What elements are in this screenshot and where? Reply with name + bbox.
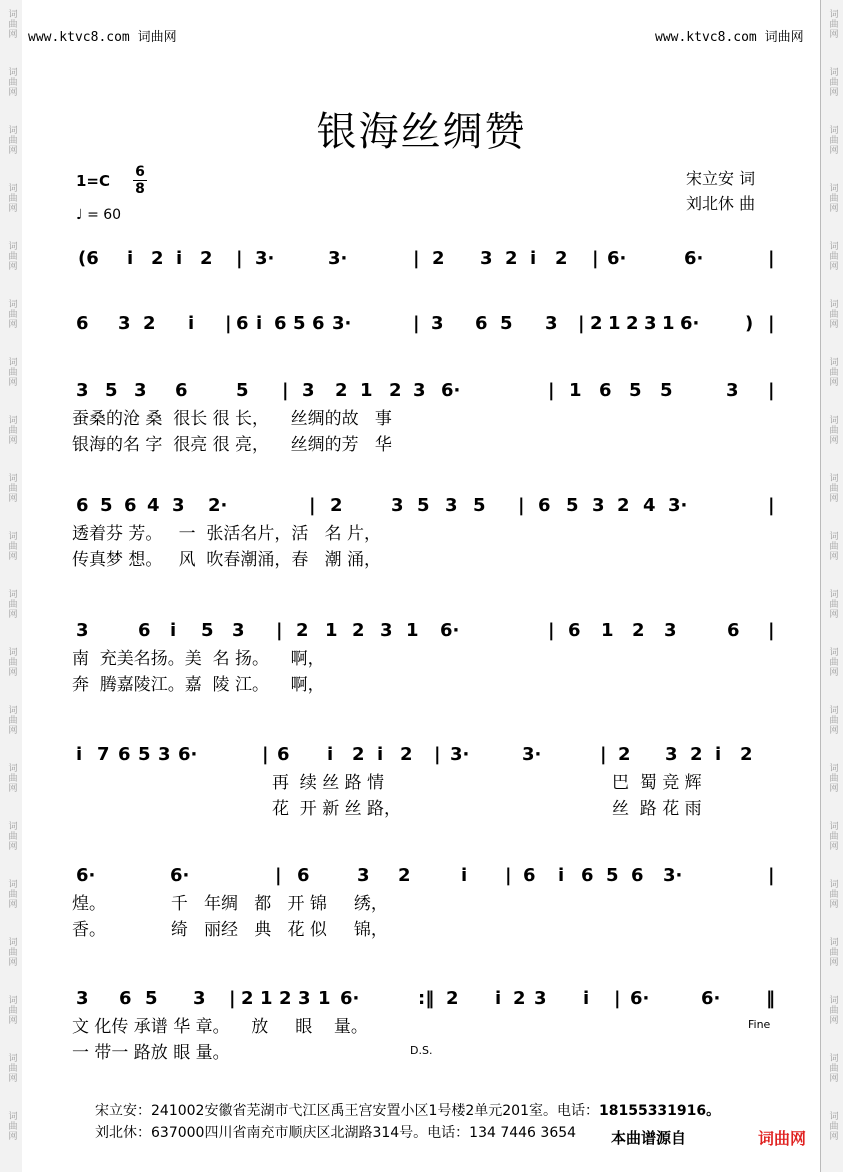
note: i — [461, 865, 468, 886]
time-sig-bottom: 8 — [135, 181, 145, 197]
note: 6· — [701, 988, 721, 1009]
side-watermark: 词 曲 网 — [829, 126, 839, 156]
side-watermark: 词 曲 网 — [8, 590, 18, 620]
score-row — [0, 857, 843, 975]
note: 5 — [606, 865, 619, 886]
note: 7 — [97, 744, 110, 765]
lyric-line: 透着芬 芳。 一 张活名片，活 名 片， — [72, 524, 382, 544]
fine-mark: Fine — [748, 1018, 771, 1031]
barline: ‖ — [766, 988, 775, 1009]
note: 6 — [118, 744, 131, 765]
brand-logo: 词曲网 — [758, 1129, 807, 1148]
note: 2 — [555, 248, 568, 269]
lyric-line: 巴 蜀 竞 辉 — [612, 773, 702, 793]
note: i — [583, 988, 590, 1009]
note: 5 — [629, 380, 642, 401]
note: 3· — [332, 313, 352, 334]
note: 3 — [357, 865, 370, 886]
side-watermark: 词 曲 网 — [8, 880, 18, 910]
note: 6· — [440, 620, 460, 641]
note: 6 — [236, 313, 249, 334]
side-watermark: 词 曲 网 — [829, 590, 839, 620]
lyric-line: 文 化传 承谱 华 章。 放 眼 量。 — [72, 1017, 368, 1037]
note: 1 — [601, 620, 614, 641]
note: 3· — [255, 248, 275, 269]
note: 5 — [201, 620, 214, 641]
notes-line — [0, 240, 843, 280]
lyric-line: 花 开 新 丝 路， — [272, 799, 402, 819]
barline: | — [518, 495, 525, 516]
note: 2 — [335, 380, 348, 401]
note: 5 — [473, 495, 486, 516]
notes-line — [0, 305, 843, 345]
note: 5 — [236, 380, 249, 401]
note: 6· — [170, 865, 190, 886]
footer-phone-1: 18155331916。 — [598, 1103, 721, 1119]
note: 2 — [143, 313, 156, 334]
barline: | — [225, 313, 232, 334]
quarter-note-icon: ♩ — [76, 207, 83, 223]
barline: | — [578, 313, 585, 334]
time-signature — [133, 165, 147, 196]
barline: | — [592, 248, 599, 269]
side-watermark: 词 曲 网 — [8, 184, 18, 214]
note: 6 — [475, 313, 488, 334]
note: 5 — [417, 495, 430, 516]
lyric-line: 银海的名 字 很亮 很 亮， 丝绸的芳 华 — [72, 435, 392, 455]
note: 2 — [200, 248, 213, 269]
side-watermark: 词 曲 网 — [8, 938, 18, 968]
note: 3 — [118, 313, 131, 334]
note: 2 — [352, 744, 365, 765]
note: 2 — [590, 313, 603, 334]
note: 6 — [581, 865, 594, 886]
side-watermark: 词 曲 网 — [8, 358, 18, 388]
lyric-line: 香。 绮 丽经 典 花 似 锦， — [72, 920, 388, 940]
side-watermark: 词 曲 网 — [829, 416, 839, 446]
note: 2 — [400, 744, 413, 765]
note: 6· — [680, 313, 700, 334]
barline: | — [505, 865, 512, 886]
note: 3 — [172, 495, 185, 516]
note: 6 — [631, 865, 644, 886]
note: 6 — [138, 620, 151, 641]
side-watermark: 词 曲 网 — [829, 1054, 839, 1084]
lyricist-credit: 宋立安 词 — [686, 169, 756, 188]
time-sig-top: 6 — [135, 164, 145, 180]
barline: | — [768, 620, 775, 641]
note: 5 — [105, 380, 118, 401]
song-title: 银海丝绸赞 — [316, 109, 527, 155]
note: 6· — [178, 744, 198, 765]
side-watermark: 词 曲 网 — [8, 474, 18, 504]
note: 6 — [274, 313, 287, 334]
barline: | — [768, 313, 775, 334]
note: 6 — [312, 313, 325, 334]
note: 2 — [690, 744, 703, 765]
note: i — [188, 313, 195, 334]
note: 2 — [618, 744, 631, 765]
note: 3· — [668, 495, 688, 516]
side-watermark: 词 曲 网 — [8, 532, 18, 562]
note: 3 — [302, 380, 315, 401]
barline: :‖ — [418, 988, 435, 1009]
note: 2 — [296, 620, 309, 641]
note: 6 — [76, 313, 89, 334]
barline: | — [262, 744, 269, 765]
note: 2 — [432, 248, 445, 269]
ds-mark: D.S. — [410, 1044, 433, 1057]
note: 6 — [124, 495, 137, 516]
note: 2 — [330, 495, 343, 516]
note: 3 — [480, 248, 493, 269]
note: 1 — [260, 988, 273, 1009]
note: 3 — [298, 988, 311, 1009]
note: 3 — [445, 495, 458, 516]
note: 1 — [318, 988, 331, 1009]
side-watermark: 词 曲 网 — [829, 822, 839, 852]
footer-address-1: 宋立安：241002安徽省芜湖市弋江区禹王宫安置小区1号楼2单元201室。电话： — [95, 1103, 599, 1119]
note: 6 — [599, 380, 612, 401]
side-watermark: 词 曲 网 — [8, 996, 18, 1026]
note: 5 — [100, 495, 113, 516]
side-watermark: 词 曲 网 — [8, 10, 18, 40]
note: 4 — [147, 495, 160, 516]
barline: | — [548, 380, 555, 401]
note: 3 — [726, 380, 739, 401]
note: 2 — [151, 248, 164, 269]
note: 3· — [328, 248, 348, 269]
note: 3 — [134, 380, 147, 401]
note: 6 — [119, 988, 132, 1009]
note: 6 — [727, 620, 740, 641]
note: 6 — [568, 620, 581, 641]
note: 3 — [644, 313, 657, 334]
note: (6 — [78, 248, 99, 269]
note: 2 — [617, 495, 630, 516]
note: 6· — [340, 988, 360, 1009]
note: 6 — [175, 380, 188, 401]
side-watermark: 词 曲 网 — [829, 648, 839, 678]
note: 2 — [446, 988, 459, 1009]
header-right: www.ktvc8.com 词曲网 — [655, 30, 804, 45]
side-watermark: 词 曲 网 — [829, 706, 839, 736]
side-watermark: 词 曲 网 — [829, 184, 839, 214]
note: i — [170, 620, 177, 641]
lyric-line: 传真梦 想。 风 吹春潮涌，春 潮 涌， — [72, 550, 382, 570]
barline: | — [614, 988, 621, 1009]
note: 3 — [545, 313, 558, 334]
score-row — [0, 487, 843, 605]
side-watermark: 词 曲 网 — [829, 938, 839, 968]
side-watermark: 词 曲 网 — [8, 706, 18, 736]
note: 5 — [566, 495, 579, 516]
note: ) — [745, 313, 754, 334]
barline: | — [413, 313, 420, 334]
score-row — [0, 980, 843, 1098]
lyric-line: 蚕桑的沧 桑 很长 很 长， 丝绸的故 事 — [72, 409, 392, 429]
notes-line — [0, 736, 843, 776]
side-watermark: 词 曲 网 — [829, 532, 839, 562]
barline: | — [276, 620, 283, 641]
side-watermark: 词 曲 网 — [829, 10, 839, 40]
note: 2 — [352, 620, 365, 641]
note: 6· — [607, 248, 627, 269]
side-watermark: 词 曲 网 — [8, 242, 18, 272]
note: 6· — [76, 865, 96, 886]
note: 5 — [293, 313, 306, 334]
note: 3 — [76, 620, 89, 641]
side-watermark: 词 曲 网 — [8, 68, 18, 98]
note: 3 — [431, 313, 444, 334]
side-watermark: 词 曲 网 — [829, 358, 839, 388]
note: 3· — [450, 744, 470, 765]
note: 6 — [297, 865, 310, 886]
score-row — [0, 372, 843, 490]
barline: | — [600, 744, 607, 765]
note: 2· — [208, 495, 228, 516]
lyric-line: 奔 腾嘉陵江。嘉 陵 江。 啊， — [72, 675, 325, 695]
note: 2 — [505, 248, 518, 269]
barline: | — [548, 620, 555, 641]
note: 5 — [145, 988, 158, 1009]
side-watermark: 词 曲 网 — [829, 242, 839, 272]
note: 2 — [398, 865, 411, 886]
side-watermark: 词 曲 网 — [829, 996, 839, 1026]
composer-credit: 刘北休 曲 — [686, 194, 756, 213]
note: 3 — [664, 620, 677, 641]
note: 3 — [413, 380, 426, 401]
note: i — [530, 248, 537, 269]
note: 1 — [325, 620, 338, 641]
source-note: 本曲谱源自 — [611, 1129, 687, 1147]
note: 2 — [241, 988, 254, 1009]
side-watermark: 词 曲 网 — [8, 1112, 18, 1142]
note: 3 — [534, 988, 547, 1009]
footer-line-2: 刘北休：637000四川省南充市顺庆区北湖路314号。电话：134 7446 3654 — [95, 1125, 577, 1141]
side-watermark: 词 曲 网 — [8, 300, 18, 330]
note: 3· — [522, 744, 542, 765]
side-watermark: 词 曲 网 — [829, 68, 839, 98]
note: i — [76, 744, 83, 765]
note: 5 — [660, 380, 673, 401]
side-watermark: 词 曲 网 — [8, 822, 18, 852]
note: 3 — [232, 620, 245, 641]
barline: | — [768, 865, 775, 886]
barline: | — [229, 988, 236, 1009]
barline: | — [413, 248, 420, 269]
note: 2 — [626, 313, 639, 334]
side-watermark: 词 曲 网 — [8, 648, 18, 678]
barline: | — [768, 380, 775, 401]
footer-line-1 — [95, 1100, 720, 1120]
barline: | — [236, 248, 243, 269]
note: 6· — [441, 380, 461, 401]
note: 6 — [76, 495, 89, 516]
note: i — [327, 744, 334, 765]
barline: | — [275, 865, 282, 886]
note: 4 — [643, 495, 656, 516]
note: i — [715, 744, 722, 765]
key-signature: 1=C — [76, 172, 111, 190]
note: 6· — [630, 988, 650, 1009]
side-watermark: 词 曲 网 — [8, 1054, 18, 1084]
note: 1 — [662, 313, 675, 334]
note: i — [558, 865, 565, 886]
tempo-marking — [76, 207, 121, 223]
lyric-line: 煌。 千 年绸 都 开 锦 绣， — [72, 894, 388, 914]
note: 3 — [158, 744, 171, 765]
score-row — [0, 612, 843, 730]
note: 5 — [500, 313, 513, 334]
side-watermark: 词 曲 网 — [829, 764, 839, 794]
lyric-line: 南 充美名扬。美 名 扬。 啊， — [72, 649, 325, 669]
note: 3 — [592, 495, 605, 516]
note: i — [176, 248, 183, 269]
header-left: www.ktvc8.com 词曲网 — [28, 30, 177, 45]
barline: | — [768, 495, 775, 516]
barline: | — [434, 744, 441, 765]
note: 3 — [380, 620, 393, 641]
note: 3· — [663, 865, 683, 886]
note: 6 — [538, 495, 551, 516]
barline: | — [309, 495, 316, 516]
note: 2 — [632, 620, 645, 641]
side-watermark: 词 曲 网 — [829, 300, 839, 330]
note: 3 — [665, 744, 678, 765]
side-watermark: 词 曲 网 — [829, 1112, 839, 1142]
note: 2 — [740, 744, 753, 765]
note: 1 — [569, 380, 582, 401]
note: i — [127, 248, 134, 269]
lyric-line: 再 续 丝 路 情 — [272, 773, 385, 793]
note: 2 — [513, 988, 526, 1009]
note: 5 — [138, 744, 151, 765]
side-watermark: 词 曲 网 — [829, 474, 839, 504]
note: 6 — [523, 865, 536, 886]
note: 3 — [193, 988, 206, 1009]
note: 2 — [279, 988, 292, 1009]
note: 1 — [406, 620, 419, 641]
note: 6· — [684, 248, 704, 269]
note: i — [495, 988, 502, 1009]
score-row — [0, 736, 843, 854]
note: 1 — [608, 313, 621, 334]
note: 3 — [76, 380, 89, 401]
barline: | — [768, 248, 775, 269]
side-watermark: 词 曲 网 — [8, 764, 18, 794]
side-watermark: 词 曲 网 — [829, 880, 839, 910]
lyric-line: 丝 路 花 雨 — [612, 799, 702, 819]
note: 3 — [391, 495, 404, 516]
side-watermark: 词 曲 网 — [8, 416, 18, 446]
note: 1 — [360, 380, 373, 401]
note: 3 — [76, 988, 89, 1009]
barline: | — [282, 380, 289, 401]
note: 6 — [277, 744, 290, 765]
tempo-value: = 60 — [87, 207, 122, 223]
note: 2 — [389, 380, 402, 401]
note: i — [256, 313, 263, 334]
side-watermark: 词 曲 网 — [8, 126, 18, 156]
note: i — [377, 744, 384, 765]
lyric-line: 一 带一 路放 眼 量。 — [72, 1043, 230, 1063]
